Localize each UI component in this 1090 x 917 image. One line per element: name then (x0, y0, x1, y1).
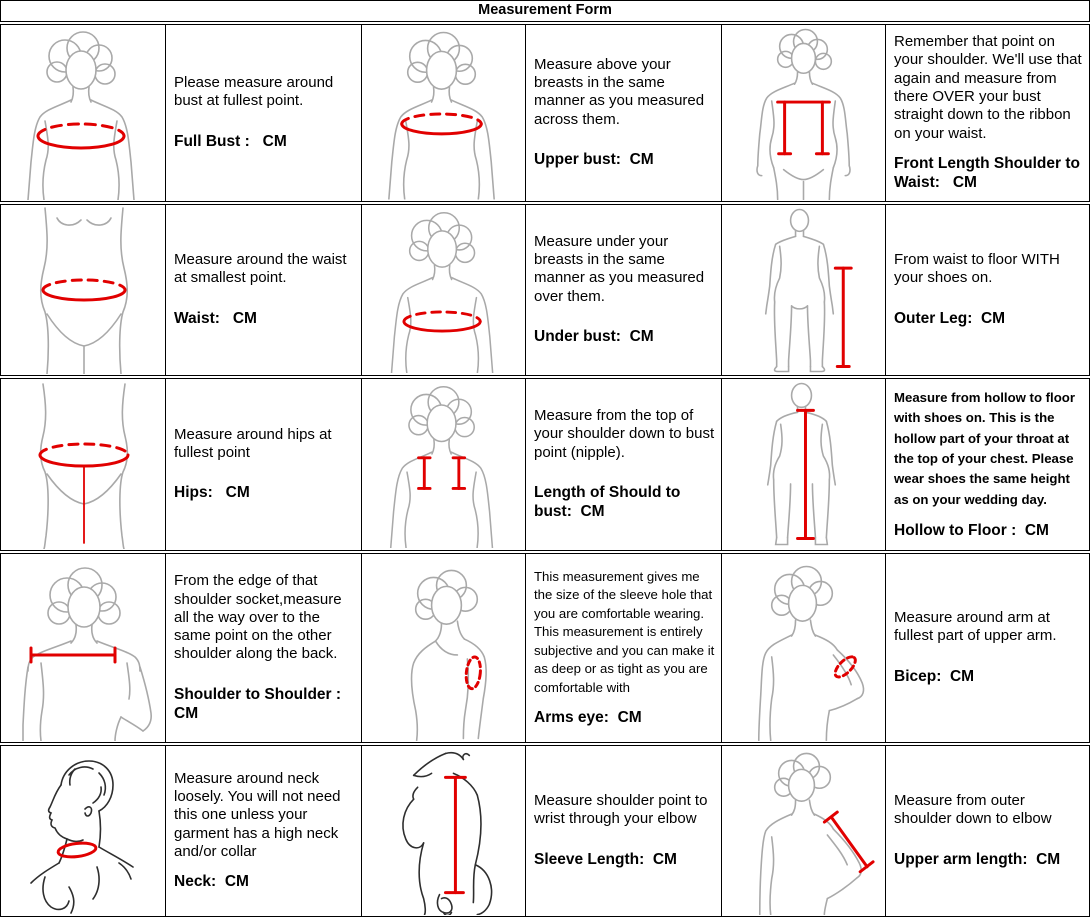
cell-upper-arm-length (885, 746, 1089, 916)
measurement-label: Bicep: CM (894, 667, 975, 685)
figure-hips (1, 379, 165, 550)
instruction-text: Remember that point on your shoulder. We'll use that again and measure from there OVER your bust straight down to the ribbon on your waist. (894, 33, 1086, 142)
instruction-text: Please measure around bust at fullest point. (174, 74, 338, 110)
instruction-text: Measure shoulder point to wrist through your elbow (534, 792, 712, 828)
figure-outer-leg (721, 205, 885, 375)
measurement-label: Waist: CM (174, 309, 257, 327)
instruction-text: Measure around the waist at smallest point. (174, 251, 351, 287)
cell-hips (165, 379, 361, 550)
cell-full-bust (165, 25, 361, 201)
figure-neck (1, 746, 165, 916)
row-neck (0, 745, 1090, 917)
cell-hollow-to-floor (885, 379, 1089, 550)
measurement-label: Outer Leg: CM (894, 309, 1006, 327)
instruction-text: Measure from hollow to floor with shoes on. This is the hollow part of your throat at the top of your chest. Please wear shoes the same height as on your wedding day. (894, 389, 1079, 507)
measurement-label: Upper bust: CM (534, 151, 654, 169)
instruction-text: Measure above your breasts in the same manner as you measured across them. (534, 55, 709, 128)
back-view-shoulder-to-shoulder-icon (1, 555, 165, 741)
instruction-text: From waist to floor WITH your shoes on. (894, 251, 1065, 287)
measurement-label: Upper arm length: CM (894, 850, 1061, 868)
instruction-text: Measure around neck loosely. You will not need this one unless your garment has a high neck and/or collar (174, 769, 345, 860)
form-title: Measurement Form (0, 0, 1090, 22)
cell-shoulder-to-bust (525, 379, 721, 550)
measurement-label: Front Length Shoulder to Waist: CM (894, 154, 1085, 191)
cell-sleeve-length (525, 746, 721, 916)
side-view-armhole-dashed-ellipse-icon (362, 555, 525, 741)
instruction-text: Measure under your breasts in the same manner as you measured over them. (534, 232, 709, 305)
row-bust (0, 24, 1090, 202)
cell-outer-leg (885, 205, 1089, 375)
figure-arms-eye (361, 554, 525, 742)
figure-upper-arm-length (721, 746, 885, 916)
measurement-label: Hips: CM (174, 484, 250, 502)
cell-waist (165, 205, 361, 375)
cell-shoulder-to-shoulder (165, 554, 361, 742)
cell-arms-eye (525, 554, 721, 742)
figure-upper-bust (361, 25, 525, 201)
measurement-label: Neck: CM (174, 873, 249, 891)
arm-on-hip-bicep-dashed-ellipse-icon (722, 555, 885, 741)
standing-figure-waist-to-floor-icon (722, 206, 885, 374)
row-waist (0, 204, 1090, 376)
measurement-label: Length of Should to bust: CM (534, 483, 685, 520)
measurement-label: Full Bust : CM (174, 132, 287, 150)
instruction-text: This measurement gives me the size of the sleeve hole that you are comfortable wearing. This measurement is entirely subjective and you can make it as deep or as tight as you are comfortable with (534, 568, 719, 695)
measurement-label: Hollow to Floor : CM (894, 522, 1049, 540)
cell-under-bust (525, 205, 721, 375)
figure-under-bust (361, 205, 525, 375)
measurement-label: Sleeve Length: CM (534, 850, 677, 868)
figure-full-bust (1, 25, 165, 201)
woman-front-shoulder-to-waist-icon (722, 26, 885, 200)
instruction-text: Measure from the top of your shoulder down to bust point (nipple). (534, 407, 719, 461)
cell-neck (165, 746, 361, 916)
cell-front-length (885, 25, 1089, 201)
measurement-label: Under bust: CM (534, 328, 654, 346)
figure-bicep (721, 554, 885, 742)
instruction-text: Measure from outer shoulder down to elbow (894, 792, 1052, 828)
figure-waist (1, 205, 165, 375)
woman-front-bust-ellipse-icon (1, 26, 165, 200)
cell-upper-bust (525, 25, 721, 201)
woman-front-under-bust-ellipse-icon (364, 207, 524, 373)
instruction-text: Measure around arm at fullest part of upper arm. (894, 609, 1057, 645)
torso-waist-ellipse-icon (1, 206, 165, 374)
row-shoulder (0, 553, 1090, 743)
figure-shoulder-to-shoulder (1, 554, 165, 742)
arm-bent-shoulder-to-elbow-icon (722, 747, 885, 915)
figure-front-length (721, 25, 885, 201)
woman-front-shoulder-to-bust-icon (363, 381, 524, 548)
instruction-text: From the edge of that shoulder socket,measure all the way over to the same point on the other shoulder along the back. (174, 572, 346, 663)
standing-back-hollow-to-floor-icon (722, 380, 885, 549)
woman-front-upper-bust-ellipse-icon (362, 26, 525, 200)
figure-shoulder-to-bust (361, 379, 525, 550)
figure-sleeve-length (361, 746, 525, 916)
profile-sketch-neck-line-icon (1, 747, 165, 915)
measurement-label: Shoulder to Shoulder : CM (174, 685, 346, 722)
torso-hips-ellipse-icon (1, 380, 165, 549)
side-sketch-shoulder-to-wrist-icon (362, 747, 525, 915)
instruction-text: Measure around hips at fullest point (174, 425, 336, 461)
figure-hollow-to-floor (721, 379, 885, 550)
measurement-label: Arms eye: CM (534, 709, 642, 727)
row-hips (0, 378, 1090, 551)
cell-bicep (885, 554, 1089, 742)
